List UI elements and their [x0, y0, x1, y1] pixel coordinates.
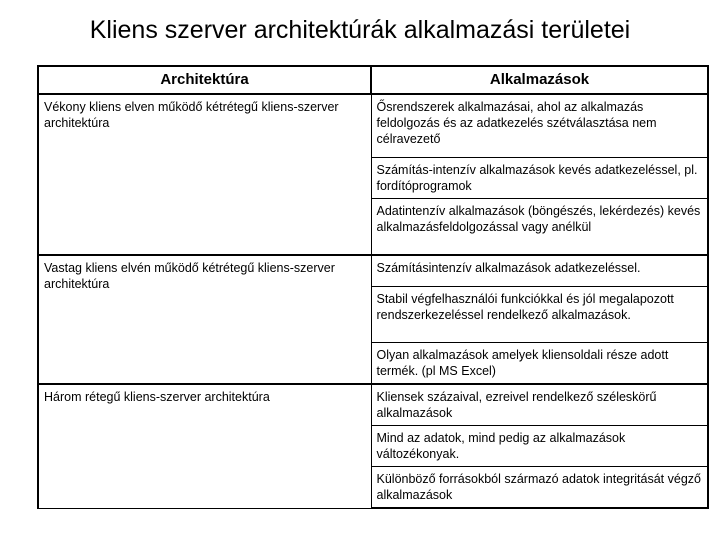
slide-title: Kliens szerver architektúrák alkalmazási területei	[89, 16, 631, 44]
application-cell: Számításintenzív alkalmazások adatkezeléssel.	[371, 255, 708, 287]
header-architecture: Architektúra	[38, 66, 371, 94]
application-cell: Mind az adatok, mind pedig az alkalmazások változékonyak.	[371, 426, 708, 467]
header-applications: Alkalmazások	[371, 66, 708, 94]
architecture-cell-three-tier: Három rétegű kliens-szerver architektúra	[38, 384, 371, 508]
table-row	[38, 384, 708, 426]
application-cell: Számítás-intenzív alkalmazások kevés adatkezeléssel, pl. fordítóprogramok	[371, 158, 708, 199]
architecture-cell-thin-client: Vékony kliens elven működő kétrétegű kliens-szerver architektúra	[38, 94, 371, 255]
application-cell: Különböző forrásokból származó adatok integritását végző alkalmazások	[371, 467, 708, 509]
table-row	[38, 94, 708, 158]
application-cell: Adatintenzív alkalmazások (böngészés, lekérdezés) kevés alkalmazásfeldolgozással vagy anélkül	[371, 199, 708, 256]
application-cell: Olyan alkalmazások amelyek kliensoldali része adott termék. (pl MS Excel)	[371, 343, 708, 385]
application-cell: Ősrendszerek alkalmazásai, ahol az alkalmazás feldolgozás és az adatkezelés szétválasztása nem célravezető	[371, 94, 708, 158]
architecture-cell-thick-client: Vastag kliens elvén működő kétrétegű kliens-szerver architektúra	[38, 255, 371, 384]
application-cell: Kliensek százaival, ezreivel rendelkező széleskörű alkalmazások	[371, 384, 708, 426]
table-header-row	[38, 66, 708, 94]
application-cell: Stabil végfelhasználói funkciókkal és jól megalapozott rendszerkezeléssel rendelkező alkalmazások.	[371, 287, 708, 343]
table-row	[38, 255, 708, 287]
architecture-applications-table	[37, 65, 709, 509]
